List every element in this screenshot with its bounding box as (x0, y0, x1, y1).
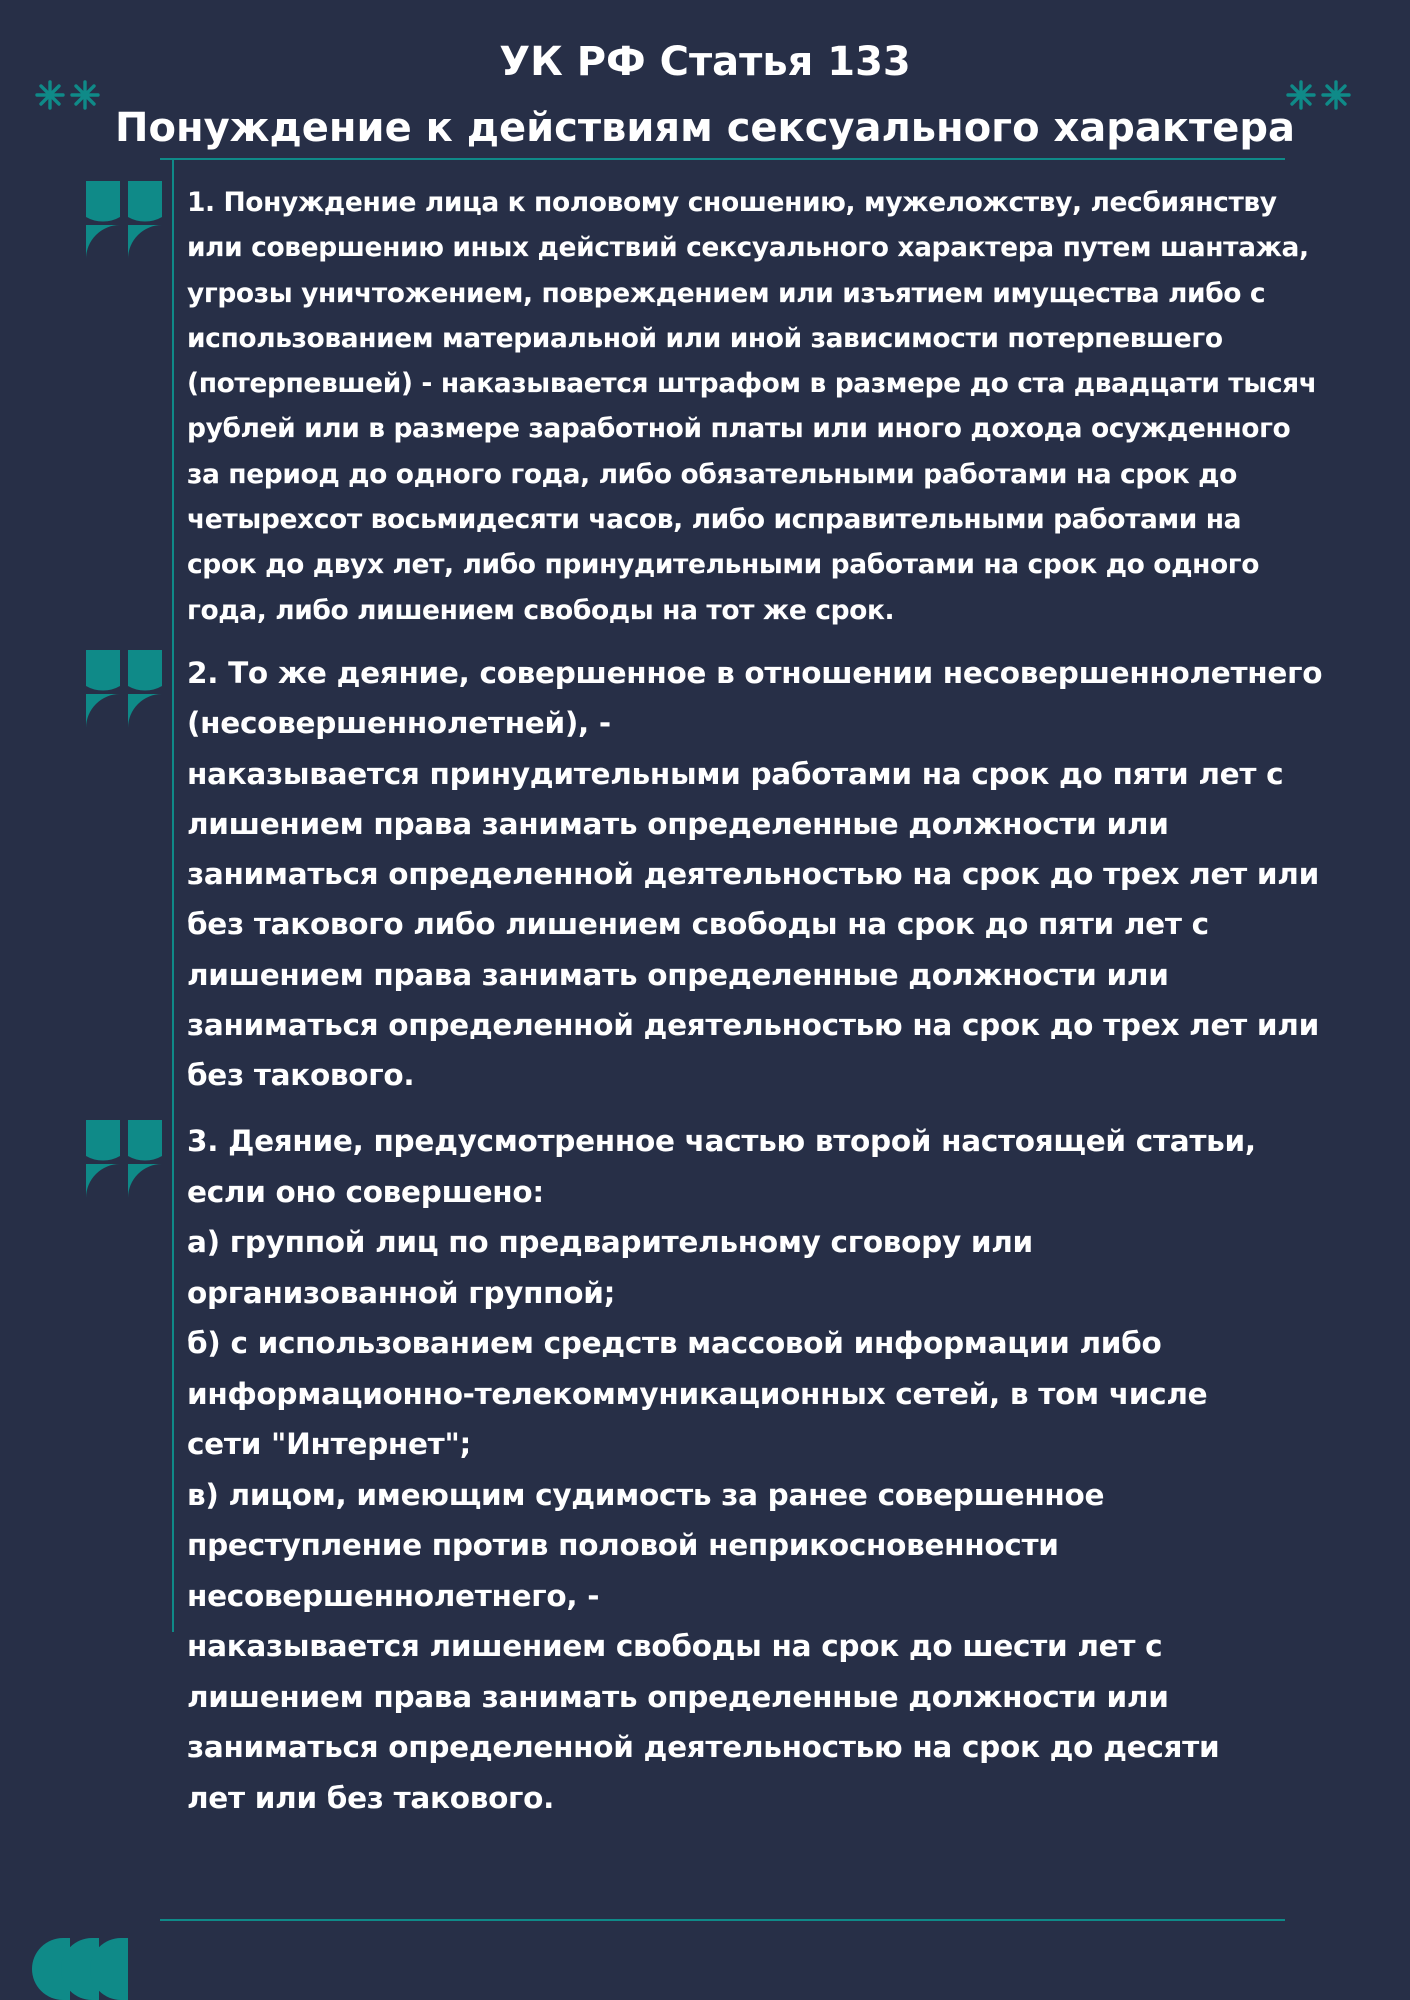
paragraph-line: (несовершеннолетней), - (187, 706, 611, 741)
paragraph-line: лет или без такового. (187, 1780, 555, 1815)
paragraph-line: заниматься определенной деятельностью на срок до трех лет или (187, 1008, 1319, 1043)
footer-divider (160, 1919, 1285, 1921)
paragraph-line: несовершеннолетнего, - (187, 1578, 600, 1613)
title-divider (160, 158, 1285, 160)
paragraph-line: года, либо лишением свободы на тот же срок. (187, 594, 895, 626)
paragraph-line: без такового. (187, 1058, 415, 1093)
paragraph-line: без такового либо лишением свободы на срок до пяти лет с (187, 907, 1209, 942)
paragraph-line: наказывается лишением свободы на срок до шести лет с (187, 1629, 1163, 1663)
paragraph-line: лишением права занимать определенные должности или (187, 806, 1169, 841)
quote-mark-icon (86, 650, 164, 728)
paragraph-line: сети "Интернет"; (187, 1427, 472, 1461)
paragraph-line: в) лицом, имеющим судимость за ранее совершенное (187, 1477, 1105, 1512)
paragraph-line: если оно совершено: (187, 1174, 544, 1209)
paragraph-line: угрозы уничтожением, повреждением или изъятием имущества либо с (187, 277, 1266, 309)
paragraph-line: наказывается принудительными работами на срок до пяти лет с (187, 756, 1284, 791)
paragraph-line: 3. Деяние, предусмотренное частью второй настоящей статьи, (187, 1124, 1256, 1158)
article-part-2 (187, 648, 1402, 1101)
article-part-1 (187, 180, 1402, 633)
page-title: УК РФ Статья 133 (499, 39, 911, 85)
paragraph-line: б) с использованием средств массовой информации либо (187, 1326, 1162, 1360)
paragraph-line: а) группой лиц по предварительному сговору или (187, 1225, 1033, 1259)
paragraph-line: рублей или в размере заработной платы или иного дохода осужденного (187, 413, 1291, 445)
quote-mark-icon (86, 1120, 164, 1198)
paragraph-line: использованием материальной или иной зависимости потерпевшего (187, 322, 1223, 354)
paragraph-line: организованной группой; (187, 1275, 616, 1310)
paragraph-line: лишением права занимать определенные должности или (187, 957, 1169, 992)
quote-mark-icon (86, 181, 164, 259)
paragraph-line: заниматься определенной деятельностью на срок до десяти (187, 1730, 1220, 1764)
quote-mark-icon (32, 1938, 128, 2000)
paragraph-line: или совершению иных действий сексуального характера путем шантажа, (187, 232, 1309, 264)
paragraph-line: (потерпевшей) - наказывается штрафом в размере до ста двадцати тысяч (187, 368, 1317, 400)
paragraph-line: информационно-телекоммуникационных сетей, в том числе (187, 1376, 1208, 1411)
content-rule (172, 160, 174, 1632)
paragraph-line: преступление против половой неприкосновенности (187, 1528, 1059, 1562)
paragraph-line: 2. То же деяние, совершенное в отношении несовершеннолетнего (187, 656, 1323, 690)
paragraph-line: срок до двух лет, либо принудительными работами на срок до одного (187, 549, 1260, 581)
page-subtitle: Понуждение к действиям сексуального характера (115, 105, 1295, 151)
paragraph-line: лишением права занимать определенные должности или (187, 1679, 1169, 1714)
paragraph-line: четырехсот восьмидесяти часов, либо исправительными работами на (187, 504, 1242, 536)
article-part-3 (187, 1116, 1402, 1823)
paragraph-line: за период до одного года, либо обязательными работами на срок до (187, 458, 1237, 490)
paragraph-line: 1. Понуждение лица к половому сношению, мужеложству, лесбиянству (187, 187, 1277, 218)
paragraph-line: заниматься определенной деятельностью на срок до трех лет или (187, 857, 1319, 892)
